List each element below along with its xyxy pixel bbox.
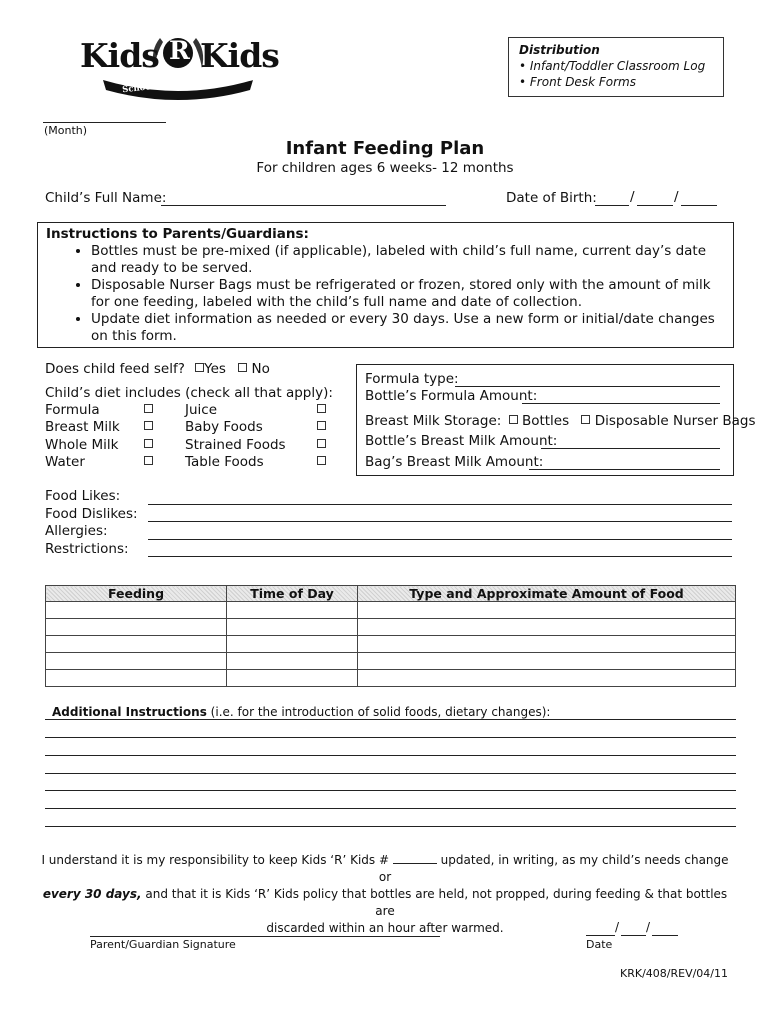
formula-box <box>356 364 756 476</box>
kids-r-kids-logo <box>78 30 278 100</box>
feeding-table <box>45 585 736 687</box>
restrictions-field[interactable] <box>148 556 732 557</box>
food-dislikes-label: Food Dislikes: <box>45 505 138 522</box>
storage-bags-checkbox[interactable] <box>581 415 590 424</box>
date-slash: / <box>646 920 651 934</box>
statement-part4: discarded within an hour after warmed. <box>266 921 504 935</box>
table-cell[interactable] <box>358 619 736 636</box>
self-feed-yes-label: Yes <box>204 361 226 377</box>
distribution-item: • Infant/Toddler Classroom Log <box>519 59 706 73</box>
table-cell[interactable] <box>46 619 227 636</box>
additional-instructions-label <box>52 705 550 719</box>
page-title: Infant Feeding Plan <box>285 138 485 159</box>
self-feed-question: Does child feed self? <box>45 361 185 377</box>
header-feeding: Feeding <box>46 586 227 602</box>
dob-label: Date of Birth: <box>506 190 597 206</box>
bag-breast-field[interactable] <box>529 469 720 470</box>
sign-date-month-field[interactable] <box>586 935 615 936</box>
header-type-amount: Type and Approximate Amount of Food <box>358 586 736 602</box>
instructions-heading: Instructions to Parents/Guardians: <box>46 226 309 242</box>
distribution-heading: Distribution <box>519 43 600 57</box>
header-time-of-day: Time of Day <box>227 586 358 602</box>
diet-option-label: Water <box>45 453 85 470</box>
table-cell[interactable] <box>227 602 358 619</box>
additional-line[interactable] <box>45 826 736 827</box>
dob-slash: / <box>630 189 635 205</box>
diet-option-label: Baby Foods <box>185 419 263 436</box>
additional-line[interactable] <box>45 755 736 756</box>
allergies-label: Allergies: <box>45 523 108 539</box>
logo-word-right: Kids <box>200 36 279 75</box>
diet-right-checkboxes <box>317 402 326 471</box>
additional-instructions-note: (i.e. for the introduction of solid foods, dietary changes): <box>206 705 551 719</box>
childs-name-label: Child’s Full Name: <box>45 190 167 206</box>
bottle-breast-field[interactable] <box>541 448 720 449</box>
bottle-formula-label: Bottle’s Formula Amount: <box>365 388 538 404</box>
storage-row <box>365 413 756 429</box>
statement-part2: updated, in writing, as my child’s needs change or <box>378 853 729 884</box>
bag-breast-label: Bag’s Breast Milk Amount: <box>365 454 544 470</box>
diet-option-label: Formula <box>45 402 100 418</box>
diet-water-checkbox[interactable] <box>144 456 153 465</box>
diet-left-checkboxes <box>144 402 153 471</box>
diet-left-column <box>45 402 120 471</box>
bottle-formula-field[interactable] <box>522 403 720 404</box>
table-header-row <box>46 586 736 602</box>
self-feed-no-checkbox[interactable] <box>238 363 247 372</box>
signature-field[interactable] <box>90 936 440 937</box>
additional-instructions-heading: Additional Instructions <box>52 705 207 719</box>
table-cell[interactable] <box>46 602 227 619</box>
food-labels <box>45 488 138 558</box>
table-cell[interactable] <box>358 636 736 653</box>
instruction-item: • Update diet information as needed or every 30 days. Use a new form or initial/date changes on this form. <box>91 311 725 345</box>
bottle-breast-label: Bottle’s Breast Milk Amount: <box>365 433 558 449</box>
center-number-field[interactable] <box>393 863 437 864</box>
month-field[interactable] <box>43 122 166 123</box>
date-label: Date <box>586 938 613 951</box>
dob-day-field[interactable] <box>637 205 673 206</box>
policy-statement <box>40 852 730 937</box>
additional-line[interactable] <box>45 737 736 738</box>
instructions-box <box>37 222 734 348</box>
self-feed-row <box>45 361 270 377</box>
distribution-box <box>508 37 724 97</box>
table-row <box>46 602 736 619</box>
diet-option-label: Juice <box>185 402 218 418</box>
form-code: KRK/408/REV/04/11 <box>620 967 729 980</box>
table-cell[interactable] <box>46 636 227 653</box>
diet-option-label: Table Foods <box>185 453 264 470</box>
self-feed-yes-checkbox[interactable] <box>195 363 204 372</box>
diet-table-foods-checkbox[interactable] <box>317 456 326 465</box>
table-row <box>46 636 736 653</box>
table-cell[interactable] <box>46 653 227 670</box>
food-likes-label: Food Likes: <box>45 488 121 504</box>
diet-whole-milk-checkbox[interactable] <box>144 439 153 448</box>
formula-type-label: Formula type: <box>365 371 459 387</box>
additional-line[interactable] <box>45 790 736 791</box>
diet-formula-checkbox[interactable] <box>144 404 153 413</box>
date-slash: / <box>615 920 620 934</box>
storage-bottles-label: Bottles <box>521 413 570 429</box>
dob-month-field[interactable] <box>595 205 629 206</box>
diet-heading: Child’s diet includes (check all that apply): <box>45 385 333 401</box>
statement-part3: and that it is Kids ‘R’ Kids policy that bottles are held, not propped, during feeding & that bottles are <box>141 887 728 918</box>
instruction-item: • Disposable Nurser Bags must be refrigerated or frozen, stored only with the amount of milk for one feeding, labeled with the child’s full name and date of collection. <box>91 277 725 311</box>
table-cell[interactable] <box>227 670 358 687</box>
allergies-field[interactable] <box>148 539 732 540</box>
childs-name-field[interactable] <box>161 205 446 206</box>
diet-juice-checkbox[interactable] <box>317 404 326 413</box>
diet-option-label: Whole Milk <box>45 436 119 453</box>
instruction-item: • Bottles must be pre-mixed (if applicable), labeled with child’s full name, current day’s date and ready to be served. <box>91 243 725 277</box>
dob-year-field[interactable] <box>681 205 717 206</box>
diet-right-column <box>185 402 286 471</box>
diet-option-label: Strained Foods <box>185 436 286 453</box>
table-row <box>46 670 736 687</box>
diet-strained-foods-checkbox[interactable] <box>317 439 326 448</box>
additional-line[interactable] <box>45 773 736 774</box>
additional-line[interactable] <box>45 808 736 809</box>
dob-slash: / <box>674 189 679 205</box>
diet-baby-foods-checkbox[interactable] <box>317 421 326 430</box>
table-cell[interactable] <box>358 653 736 670</box>
storage-bottles-checkbox[interactable] <box>509 415 518 424</box>
diet-breast-milk-checkbox[interactable] <box>144 421 153 430</box>
storage-bags-label: Disposable Nurser Bags <box>594 413 756 429</box>
table-cell[interactable] <box>46 670 227 687</box>
logo-letter-r: R <box>169 36 190 65</box>
logo-word-left: Kids <box>80 36 159 75</box>
statement-part1: I understand it is my responsibility to keep Kids ‘R’ Kids # <box>41 853 390 867</box>
self-feed-no-label: No <box>251 361 270 377</box>
food-likes-field[interactable] <box>148 504 732 505</box>
restrictions-label: Restrictions: <box>45 540 129 557</box>
sign-date-year-field[interactable] <box>652 935 678 936</box>
additional-line[interactable] <box>45 719 736 720</box>
distribution-item: • Front Desk Forms <box>519 75 636 89</box>
page-subtitle: For children ages 6 weeks- 12 months <box>256 160 514 176</box>
month-label: (Month) <box>44 124 88 137</box>
food-dislikes-field[interactable] <box>148 521 732 522</box>
signature-label: Parent/Guardian Signature <box>90 938 236 951</box>
diet-option-label: Breast Milk <box>45 419 120 436</box>
table-cell[interactable] <box>227 636 358 653</box>
table-row <box>46 619 736 636</box>
logo-tagline: Schools of Quality Learning <box>121 71 255 96</box>
table-row <box>46 653 736 670</box>
table-cell[interactable] <box>358 602 736 619</box>
storage-label: Breast Milk Storage: <box>365 413 502 429</box>
instructions-list <box>46 243 725 345</box>
table-cell[interactable] <box>227 653 358 670</box>
formula-type-field[interactable] <box>455 386 720 387</box>
statement-emphasis: every 30 days, <box>42 887 142 901</box>
table-cell[interactable] <box>227 619 358 636</box>
sign-date-day-field[interactable] <box>621 935 646 936</box>
table-cell[interactable] <box>358 670 736 687</box>
